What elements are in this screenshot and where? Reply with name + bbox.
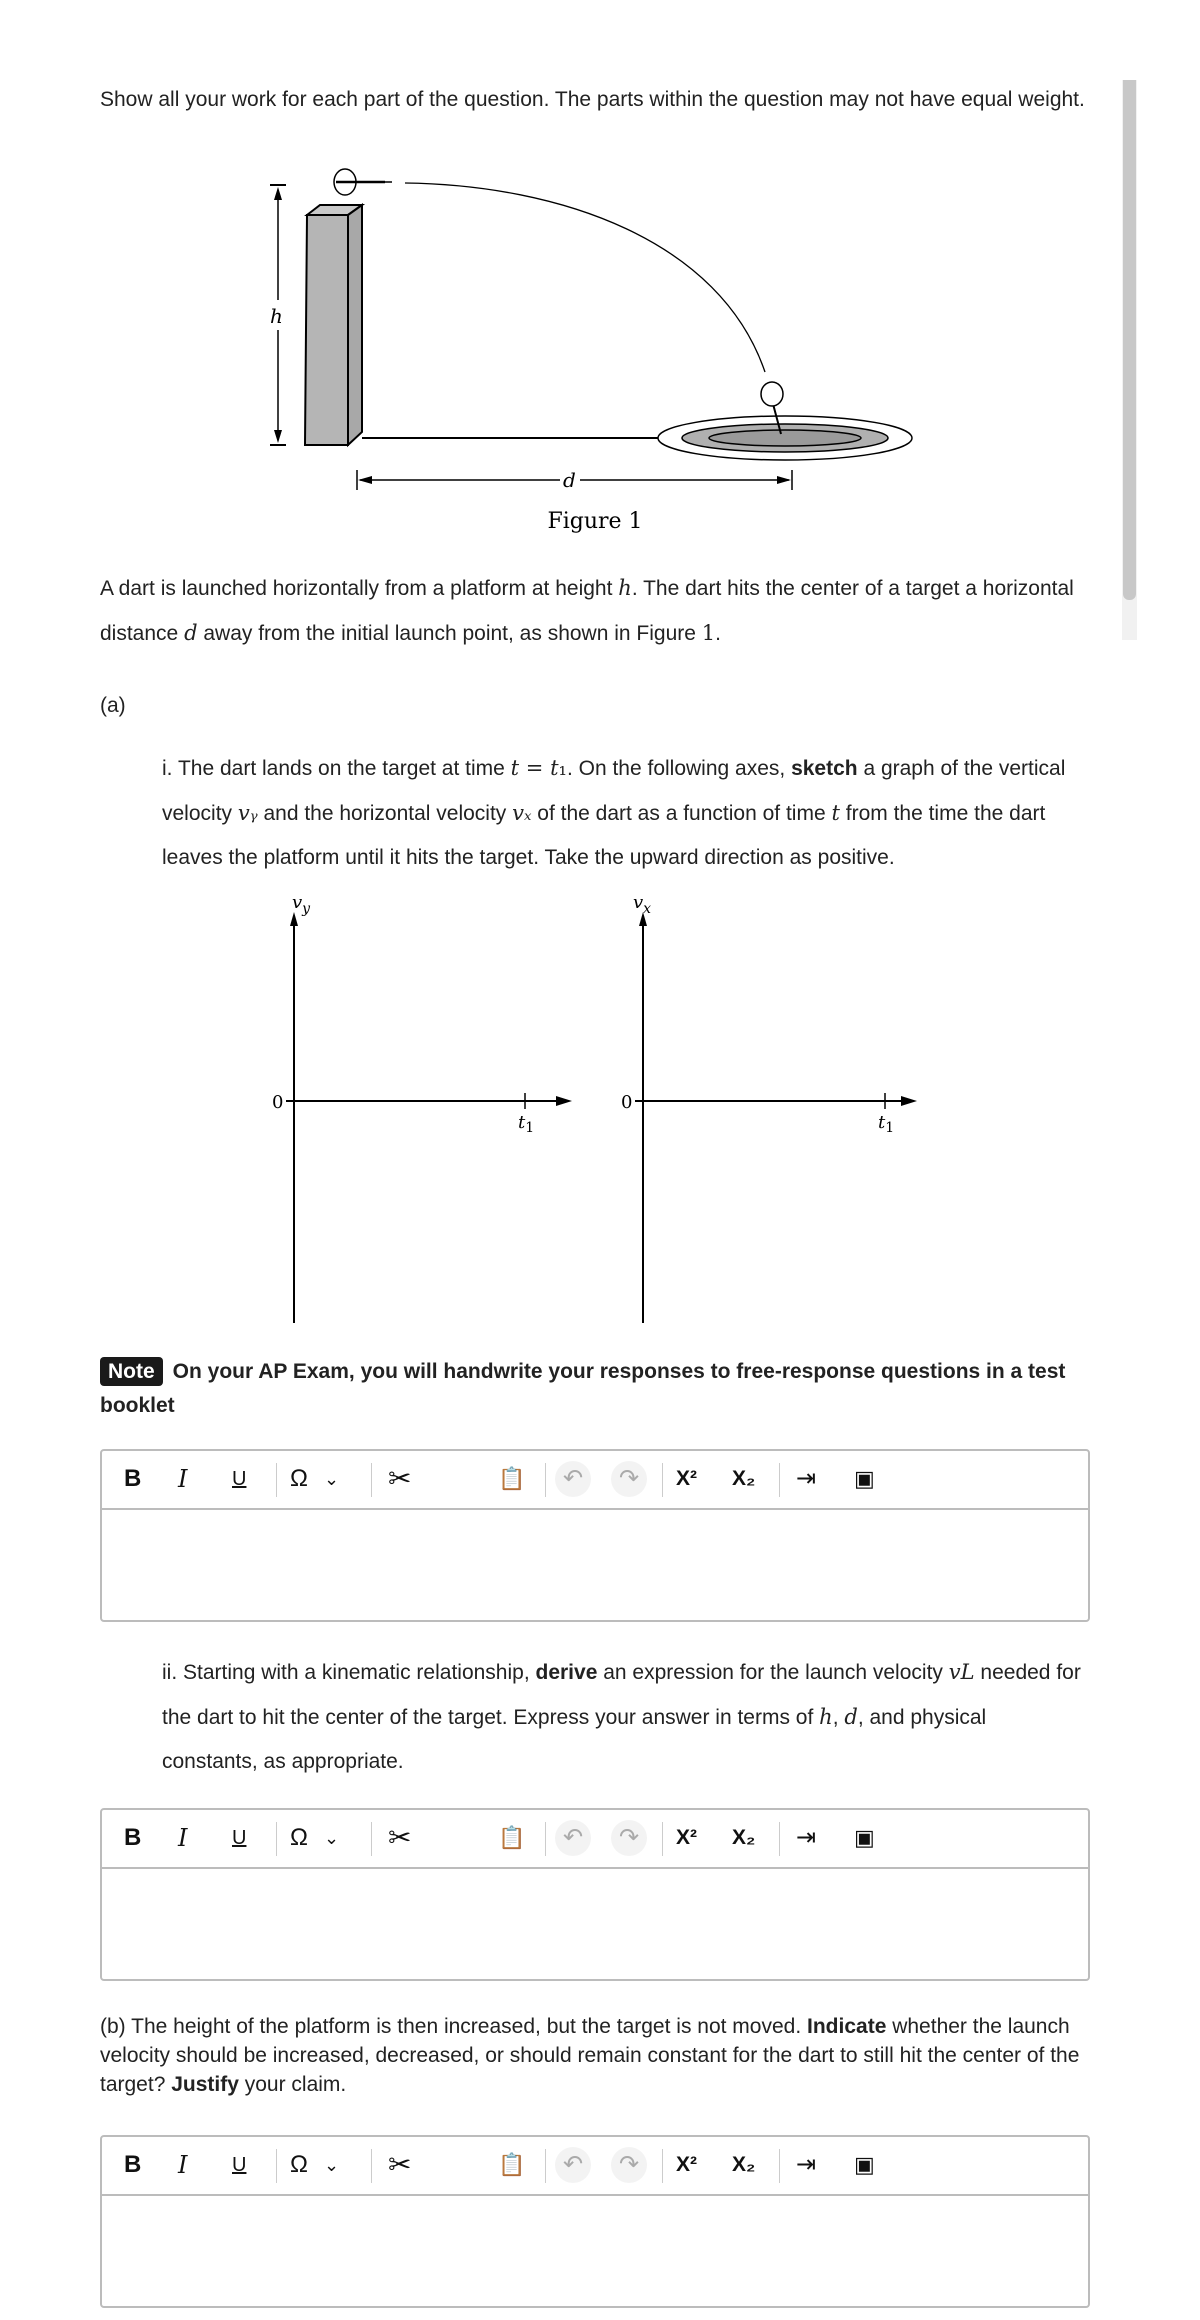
editor-toolbar: [102, 1810, 1088, 1869]
part-b-prompt: [100, 2012, 1090, 2099]
toolbar-separator: [662, 1822, 663, 1856]
part-a-i-prompt: [162, 746, 1082, 880]
figure-1: [0, 0, 1120, 560]
bold-button[interactable]: B: [124, 2151, 142, 2178]
text-segment: . On the following axes,: [566, 757, 792, 780]
text-segment: needed for the dart to hit the center of the target. Express your answer in terms of: [162, 1661, 1081, 1729]
emphasis-text: derive: [535, 1661, 598, 1684]
toolbar-separator: [276, 1463, 277, 1497]
figure-caption: Figure 1: [547, 509, 643, 534]
vx-origin-label: 0: [621, 1092, 633, 1113]
text-segment: . The dart hits the center of a target a horizontal distance: [100, 577, 1074, 645]
underline-button[interactable]: U: [232, 2154, 247, 2176]
paste-button[interactable]: 📋: [498, 2152, 526, 2177]
redo-button[interactable]: ↷: [611, 1461, 647, 1497]
superscript-button[interactable]: X²: [676, 1826, 697, 1849]
toolbar-separator: [371, 1463, 372, 1497]
special-character-button[interactable]: Ω: [290, 1824, 308, 1851]
instructions: Show all your work for each part of the question. The parts within the question may not have equal weight.: [100, 88, 1085, 111]
platform: [305, 215, 348, 445]
math-variable: v: [237, 801, 250, 825]
vy-t1-label: $t_1$: [518, 1112, 535, 1136]
text-segment: .: [715, 622, 721, 645]
response-text-area[interactable]: [102, 1869, 1088, 1979]
problem-description: [100, 566, 1090, 656]
subscript-button[interactable]: X₂: [732, 1467, 756, 1490]
special-character-button[interactable]: Ω: [290, 2151, 308, 2178]
emphasis-text: Indicate: [807, 2015, 887, 2038]
response-text-area[interactable]: [102, 2196, 1088, 2306]
vx-graph: [621, 892, 917, 1323]
math-variable: t: [510, 756, 520, 780]
text-segment: a graph of the vertical velocity: [162, 757, 1066, 825]
text-segment: ,: [832, 1706, 845, 1729]
text-segment: i. The dart lands on the target at time: [162, 757, 511, 780]
cut-button[interactable]: ✂: [388, 1822, 412, 1853]
text-segment: of the dart as a function of time: [531, 802, 832, 825]
toolbar-separator: [371, 1822, 372, 1856]
text-segment: away from the initial launch point, as shown in Figure: [197, 622, 702, 645]
chevron-down-icon[interactable]: ⌄: [324, 1469, 340, 1489]
text-segment: (b) The height of the platform is then increased, but the target is not moved.: [100, 2015, 808, 2038]
text-segment: ii. Starting with a kinematic relationship,: [162, 1661, 536, 1684]
math-variable: vₓ: [512, 801, 532, 825]
math-variable: d: [844, 1705, 858, 1729]
paste-button[interactable]: 📋: [498, 1466, 526, 1491]
vy-axis-label: $v_y$: [292, 892, 311, 917]
text-segment: , and physical constants, as appropriate.: [162, 1706, 987, 1773]
toolbar-separator: [662, 1463, 663, 1497]
math-variable: L: [960, 1660, 975, 1684]
math-variable: h: [819, 1705, 833, 1729]
chevron-down-icon[interactable]: ⌄: [324, 1828, 340, 1848]
dart-launch-icon: [334, 169, 392, 195]
paste-button[interactable]: 📋: [498, 1825, 526, 1850]
bold-button[interactable]: B: [124, 1824, 142, 1851]
math-variable: t: [831, 801, 840, 825]
math-variable: d: [184, 621, 198, 645]
part-a-label: (a): [100, 694, 126, 717]
text-segment: =: [519, 756, 551, 780]
undo-button[interactable]: ↶: [555, 1461, 591, 1497]
underline-button[interactable]: U: [232, 1468, 247, 1490]
superscript-button[interactable]: X²: [676, 1467, 697, 1490]
redo-button[interactable]: ↷: [611, 2147, 647, 2183]
toolbar-separator: [662, 2149, 663, 2183]
emphasis-text: Justify: [171, 2073, 239, 2096]
indent-button[interactable]: ⇥: [796, 1465, 817, 1492]
toolbar-separator: [276, 1822, 277, 1856]
cut-button[interactable]: ✂: [388, 1463, 412, 1494]
editor-toolbar: [102, 1451, 1088, 1510]
text-segment: an expression for the launch velocity: [597, 1661, 949, 1684]
exam-note: [100, 1355, 1090, 1423]
insert-image-button[interactable]: ▣: [854, 2152, 875, 2177]
toolbar-separator: [779, 2149, 780, 2183]
toolbar-separator: [545, 1822, 546, 1856]
vy-origin-label: 0: [272, 1092, 284, 1113]
math-variable: v: [948, 1660, 961, 1684]
subscript-button[interactable]: X₂: [732, 2153, 756, 2176]
text-segment: and the horizontal velocity: [257, 802, 513, 825]
math-variable: ᵧ: [249, 801, 258, 825]
redo-button[interactable]: ↷: [611, 1820, 647, 1856]
math-variable: h: [618, 576, 632, 600]
text-segment: 1: [701, 621, 716, 645]
bold-button[interactable]: B: [124, 1465, 142, 1492]
text-segment: ₁: [558, 756, 567, 780]
math-variable: t: [550, 756, 559, 780]
text-segment: A dart is launched horizontally from a platform at height: [100, 577, 619, 600]
text-segment: whether the launch velocity should be increased, decreased, or should remain constant for the dart to still hit the center of the target?: [100, 2015, 1080, 2096]
undo-button[interactable]: ↶: [555, 1820, 591, 1856]
toolbar-separator: [276, 2149, 277, 2183]
text-segment: your claim.: [238, 2073, 347, 2096]
insert-image-button[interactable]: ▣: [854, 1466, 875, 1491]
velocity-axes: [0, 890, 1000, 1335]
d-label: d: [563, 468, 576, 492]
target: [658, 416, 912, 460]
note-text: On your AP Exam, you will handwrite your responses to free-response questions in a test booklet: [100, 1360, 1066, 1417]
scrollbar[interactable]: [1122, 80, 1137, 640]
italic-button[interactable]: I: [178, 1824, 188, 1852]
toolbar-separator: [371, 2149, 372, 2183]
response-editor-b: [100, 2135, 1090, 2308]
scrollbar-thumb[interactable]: [1123, 80, 1136, 600]
vx-axis-label: $v_x$: [633, 892, 652, 917]
toolbar-separator: [545, 2149, 546, 2183]
indent-button[interactable]: ⇥: [796, 1824, 817, 1851]
toolbar-separator: [779, 1822, 780, 1856]
subscript-button[interactable]: X₂: [732, 1826, 756, 1849]
insert-image-button[interactable]: ▣: [854, 1825, 875, 1850]
response-editor-a-i: [100, 1449, 1090, 1622]
indent-button[interactable]: ⇥: [796, 2151, 817, 2178]
emphasis-text: sketch: [791, 757, 858, 780]
text-segment: from the time the dart leaves the platform until it hits the target. Take the upward direction as positive.: [162, 802, 1046, 869]
underline-button[interactable]: U: [232, 1827, 247, 1849]
special-character-button[interactable]: Ω: [290, 1465, 308, 1492]
italic-button[interactable]: I: [178, 2151, 188, 2179]
toolbar-separator: [545, 1463, 546, 1497]
h-label: h: [270, 304, 283, 328]
part-a-ii-prompt: [162, 1650, 1082, 1784]
vx-t1-label: $t_1$: [878, 1112, 895, 1136]
editor-toolbar: [102, 2137, 1088, 2196]
superscript-button[interactable]: X²: [676, 2153, 697, 2176]
trajectory: [405, 183, 765, 372]
undo-button[interactable]: ↶: [555, 2147, 591, 2183]
vy-graph: [272, 892, 572, 1323]
response-text-area[interactable]: [102, 1510, 1088, 1620]
cut-button[interactable]: ✂: [388, 2149, 412, 2180]
toolbar-separator: [779, 1463, 780, 1497]
response-editor-a-ii: [100, 1808, 1090, 1981]
chevron-down-icon[interactable]: ⌄: [324, 2155, 340, 2175]
note-badge: Note: [100, 1357, 163, 1386]
italic-button[interactable]: I: [178, 1465, 188, 1493]
